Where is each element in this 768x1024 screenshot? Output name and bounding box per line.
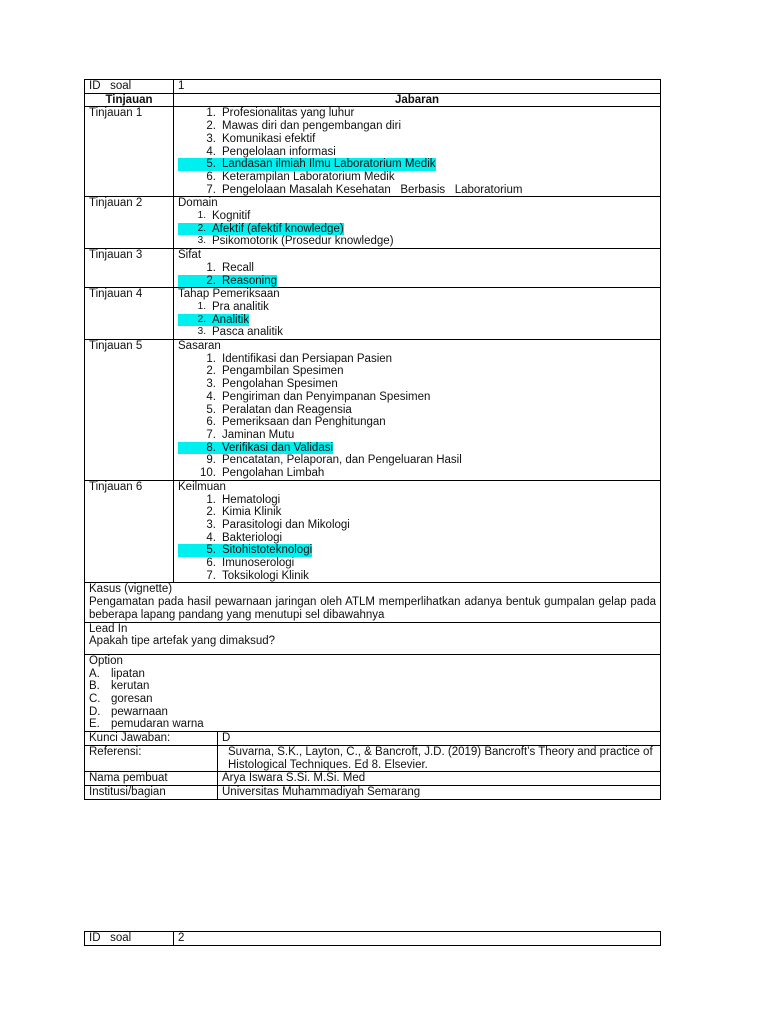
list-item xyxy=(178,235,656,248)
list-number: 1. xyxy=(197,300,206,312)
list-text: Pengolahan Limbah xyxy=(222,467,325,480)
list-text: Profesionalitas yang luhur xyxy=(222,107,355,120)
pembuat-label: Nama pembuat xyxy=(85,772,218,786)
header-tinjauan: Tinjauan xyxy=(85,93,174,107)
option-text: goresan xyxy=(111,693,153,706)
list-item xyxy=(178,210,656,223)
option-row xyxy=(85,654,661,731)
option-text: lipatan xyxy=(111,667,145,680)
list-item xyxy=(178,429,656,442)
option-letter: B. xyxy=(89,680,100,693)
tinjauan-label: Tinjauan 2 xyxy=(85,197,174,249)
list-number: 3. xyxy=(206,518,216,531)
option-item xyxy=(89,668,656,681)
list-item xyxy=(178,146,656,159)
list-text: Jaminan Mutu xyxy=(222,428,295,441)
list-text: Hematologi xyxy=(222,493,281,506)
tinjauan-row xyxy=(85,249,661,288)
list-text: Kimia Klinik xyxy=(222,506,282,519)
referensi-label: Referensi: xyxy=(85,745,218,771)
list-text: Mawas diri dan pengembangan diri xyxy=(222,120,401,133)
list-number: 3. xyxy=(206,132,216,145)
list-text: Pemeriksaan dan Penghitungan xyxy=(222,416,386,429)
id-value-2: 2 xyxy=(174,932,661,946)
jabaran-list xyxy=(178,301,656,339)
list-text: Pra analitik xyxy=(212,300,269,313)
referensi-value: Suvarna, S.K., Layton, C., & Bancroft, J.D. (2019) Bancroft’s Theory and practice of Histological Techniques. Ed 8. Elsevier. xyxy=(218,745,661,771)
tinjauan-label: Tinjauan 5 xyxy=(85,340,174,481)
list-item xyxy=(178,416,656,429)
list-item xyxy=(178,107,656,120)
kasus-cell xyxy=(85,583,661,622)
tinjauan-row xyxy=(85,340,661,481)
list-number: 1. xyxy=(206,107,216,120)
list-text: Pengelolaan Masalah Kesehatan Berbasis Laboratorium xyxy=(222,183,523,196)
list-number: 10. xyxy=(200,467,216,480)
kunci-value: D xyxy=(218,732,661,746)
option-letter: D. xyxy=(89,705,101,718)
list-text: Pengiriman dan Penyimpanan Spesimen xyxy=(222,390,431,403)
list-text: Toksikologi Klinik xyxy=(222,569,309,582)
option-item xyxy=(89,706,656,719)
list-item xyxy=(178,544,656,557)
list-item xyxy=(178,262,656,275)
list-number: 3. xyxy=(197,326,206,338)
list-item xyxy=(178,454,656,467)
option-letter: E. xyxy=(89,718,100,731)
option-text: kerutan xyxy=(111,680,150,693)
tinjauan-label: Tinjauan 3 xyxy=(85,249,174,288)
highlighted-answer xyxy=(178,158,436,171)
tinjauan-label: Tinjauan 4 xyxy=(85,288,174,340)
list-number: 6. xyxy=(206,557,216,570)
option-item xyxy=(89,693,656,706)
list-text: Pengelolaan informasi xyxy=(222,145,336,158)
jabaran-cell xyxy=(174,107,661,197)
list-item xyxy=(178,557,656,570)
highlighted-answer xyxy=(178,314,249,327)
list-text: Kognitif xyxy=(212,210,251,223)
highlighted-answer xyxy=(178,275,277,288)
list-number: 5. xyxy=(206,403,216,416)
highlighted-answer xyxy=(178,544,312,557)
list-item xyxy=(178,353,656,366)
list-number: 2. xyxy=(206,506,216,519)
jabaran-list xyxy=(178,353,656,480)
list-item xyxy=(178,570,656,583)
list-text: Reasoning xyxy=(222,274,277,287)
list-number: 1. xyxy=(206,261,216,274)
list-item xyxy=(178,223,656,236)
list-number: 4. xyxy=(206,531,216,544)
option-item xyxy=(89,680,656,693)
list-number: 2. xyxy=(197,222,206,234)
leadin-label: Lead In xyxy=(89,622,128,635)
jabaran-cell xyxy=(174,480,661,583)
id-row xyxy=(85,80,661,94)
pembuat-value: Arya Iswara S.Si. M.Si. Med xyxy=(218,772,661,786)
list-text: Landasan ilmiah Ilmu Laboratorium Medik xyxy=(222,158,436,171)
jabaran-list xyxy=(178,262,656,287)
list-item xyxy=(178,506,656,519)
option-cell xyxy=(85,654,661,731)
option-text: pemudaran warna xyxy=(111,718,204,731)
jabaran-heading: Tahap Pemeriksaan xyxy=(178,288,280,301)
id-value: 1 xyxy=(174,80,661,94)
list-number: 7. xyxy=(206,183,216,196)
institusi-label: Institusi/bagian xyxy=(85,785,218,799)
leadin-row xyxy=(85,622,661,654)
tinjauan-row xyxy=(85,107,661,197)
list-number: 1. xyxy=(197,210,206,222)
highlighted-answer xyxy=(178,223,344,236)
list-text: Afektif (afektif knowledge) xyxy=(212,222,344,235)
list-item xyxy=(178,301,656,314)
kasus-label: Kasus (vignette) xyxy=(89,583,173,596)
list-text: Komunikasi efektif xyxy=(222,132,316,145)
jabaran-list xyxy=(178,107,656,196)
list-number: 3. xyxy=(197,235,206,247)
list-item xyxy=(178,391,656,404)
list-text: Parasitologi dan Mikologi xyxy=(222,518,350,531)
jabaran-cell xyxy=(174,249,661,288)
id-label-2: ID soal xyxy=(85,932,174,946)
list-number: 5. xyxy=(206,158,216,171)
list-text: Pengambilan Spesimen xyxy=(222,365,344,378)
list-number: 2. xyxy=(206,365,216,378)
list-number: 7. xyxy=(206,428,216,441)
list-item xyxy=(178,365,656,378)
list-number: 8. xyxy=(206,441,216,454)
list-number: 1. xyxy=(206,352,216,365)
list-item xyxy=(178,326,656,339)
list-item xyxy=(178,532,656,545)
list-number: 2. xyxy=(206,274,216,287)
list-text: Pasca analitik xyxy=(212,326,283,339)
option-letter: C. xyxy=(89,693,101,706)
list-number: 5. xyxy=(206,544,216,557)
tinjauan-row xyxy=(85,288,661,340)
list-text: Analitik xyxy=(212,313,250,326)
tinjauan-label: Tinjauan 6 xyxy=(85,480,174,583)
list-item xyxy=(178,184,656,197)
kasus-row xyxy=(85,583,661,622)
jabaran-list xyxy=(178,210,656,248)
list-number: 3. xyxy=(206,378,216,391)
list-number: 6. xyxy=(206,416,216,429)
tinjauan-row xyxy=(85,480,661,583)
referensi-row xyxy=(85,745,661,771)
option-letter: A. xyxy=(89,667,100,680)
jabaran-list xyxy=(178,494,656,583)
list-item xyxy=(178,519,656,532)
list-text: Identifikasi dan Persiapan Pasien xyxy=(222,352,393,365)
header-jabaran: Jabaran xyxy=(174,93,661,107)
list-text: Peralatan dan Reagensia xyxy=(222,403,352,416)
list-item xyxy=(178,467,656,480)
jabaran-cell xyxy=(174,197,661,249)
header-row xyxy=(85,93,661,107)
list-number: 2. xyxy=(197,313,206,325)
list-text: Bakteriologi xyxy=(222,531,283,544)
kasus-text: Pengamatan pada hasil pewarnaan jaringan oleh ATLM memperlihatkan adanya bentuk gumpalan gelap pada beberapa lapang pandang yang menutupi sel dibawahnya xyxy=(89,596,656,621)
option-label: Option xyxy=(89,654,123,667)
option-list xyxy=(89,668,656,732)
jabaran-heading: Sifat xyxy=(178,249,202,262)
list-item xyxy=(178,442,656,455)
list-text: Pencatatan, Pelaporan, dan Pengeluaran Hasil xyxy=(222,454,462,467)
pembuat-row xyxy=(85,772,661,786)
kunci-row xyxy=(85,732,661,746)
list-text: Recall xyxy=(222,261,254,274)
list-text: Keterampilan Laboratorium Medik xyxy=(222,170,395,183)
institusi-row xyxy=(85,785,661,799)
list-item xyxy=(178,133,656,146)
list-item xyxy=(178,404,656,417)
tinjauan-rows xyxy=(85,107,661,583)
list-text: Psikomotorik (Prosedur knowledge) xyxy=(212,235,394,248)
list-item xyxy=(178,120,656,133)
leadin-text: Apakah tipe artefak yang dimaksud? xyxy=(89,635,276,648)
list-item xyxy=(178,378,656,391)
jabaran-heading: Keilmuan xyxy=(178,480,226,493)
list-item xyxy=(178,158,656,171)
leadin-cell xyxy=(85,622,661,654)
list-text: Pengolahan Spesimen xyxy=(222,378,338,391)
id-row-2 xyxy=(85,932,661,946)
list-text: Sitohistoteknologi xyxy=(222,544,313,557)
highlighted-answer xyxy=(178,442,333,455)
jabaran-cell xyxy=(174,288,661,340)
question-table-2 xyxy=(84,931,661,946)
list-item xyxy=(178,494,656,507)
tinjauan-label: Tinjauan 1 xyxy=(85,107,174,197)
list-number: 4. xyxy=(206,390,216,403)
list-number: 9. xyxy=(206,454,216,467)
institusi-value: Universitas Muhammadiyah Semarang xyxy=(218,785,661,799)
list-number: 4. xyxy=(206,145,216,158)
jabaran-heading: Domain xyxy=(178,197,218,210)
list-number: 7. xyxy=(206,569,216,582)
list-item xyxy=(178,275,656,288)
option-item xyxy=(89,718,656,731)
list-item xyxy=(178,171,656,184)
list-text: Imunoserologi xyxy=(222,557,295,570)
kunci-label: Kunci Jawaban: xyxy=(85,732,218,746)
list-number: 6. xyxy=(206,170,216,183)
question-table-1 xyxy=(84,79,661,800)
option-text: pewarnaan xyxy=(111,705,168,718)
list-text: Verifikasi dan Validasi xyxy=(222,441,334,454)
list-number: 2. xyxy=(206,120,216,133)
jabaran-heading: Sasaran xyxy=(178,340,221,353)
list-number: 1. xyxy=(206,493,216,506)
list-item xyxy=(178,314,656,327)
jabaran-cell xyxy=(174,340,661,481)
tinjauan-row xyxy=(85,197,661,249)
id-label: ID soal xyxy=(85,80,174,94)
